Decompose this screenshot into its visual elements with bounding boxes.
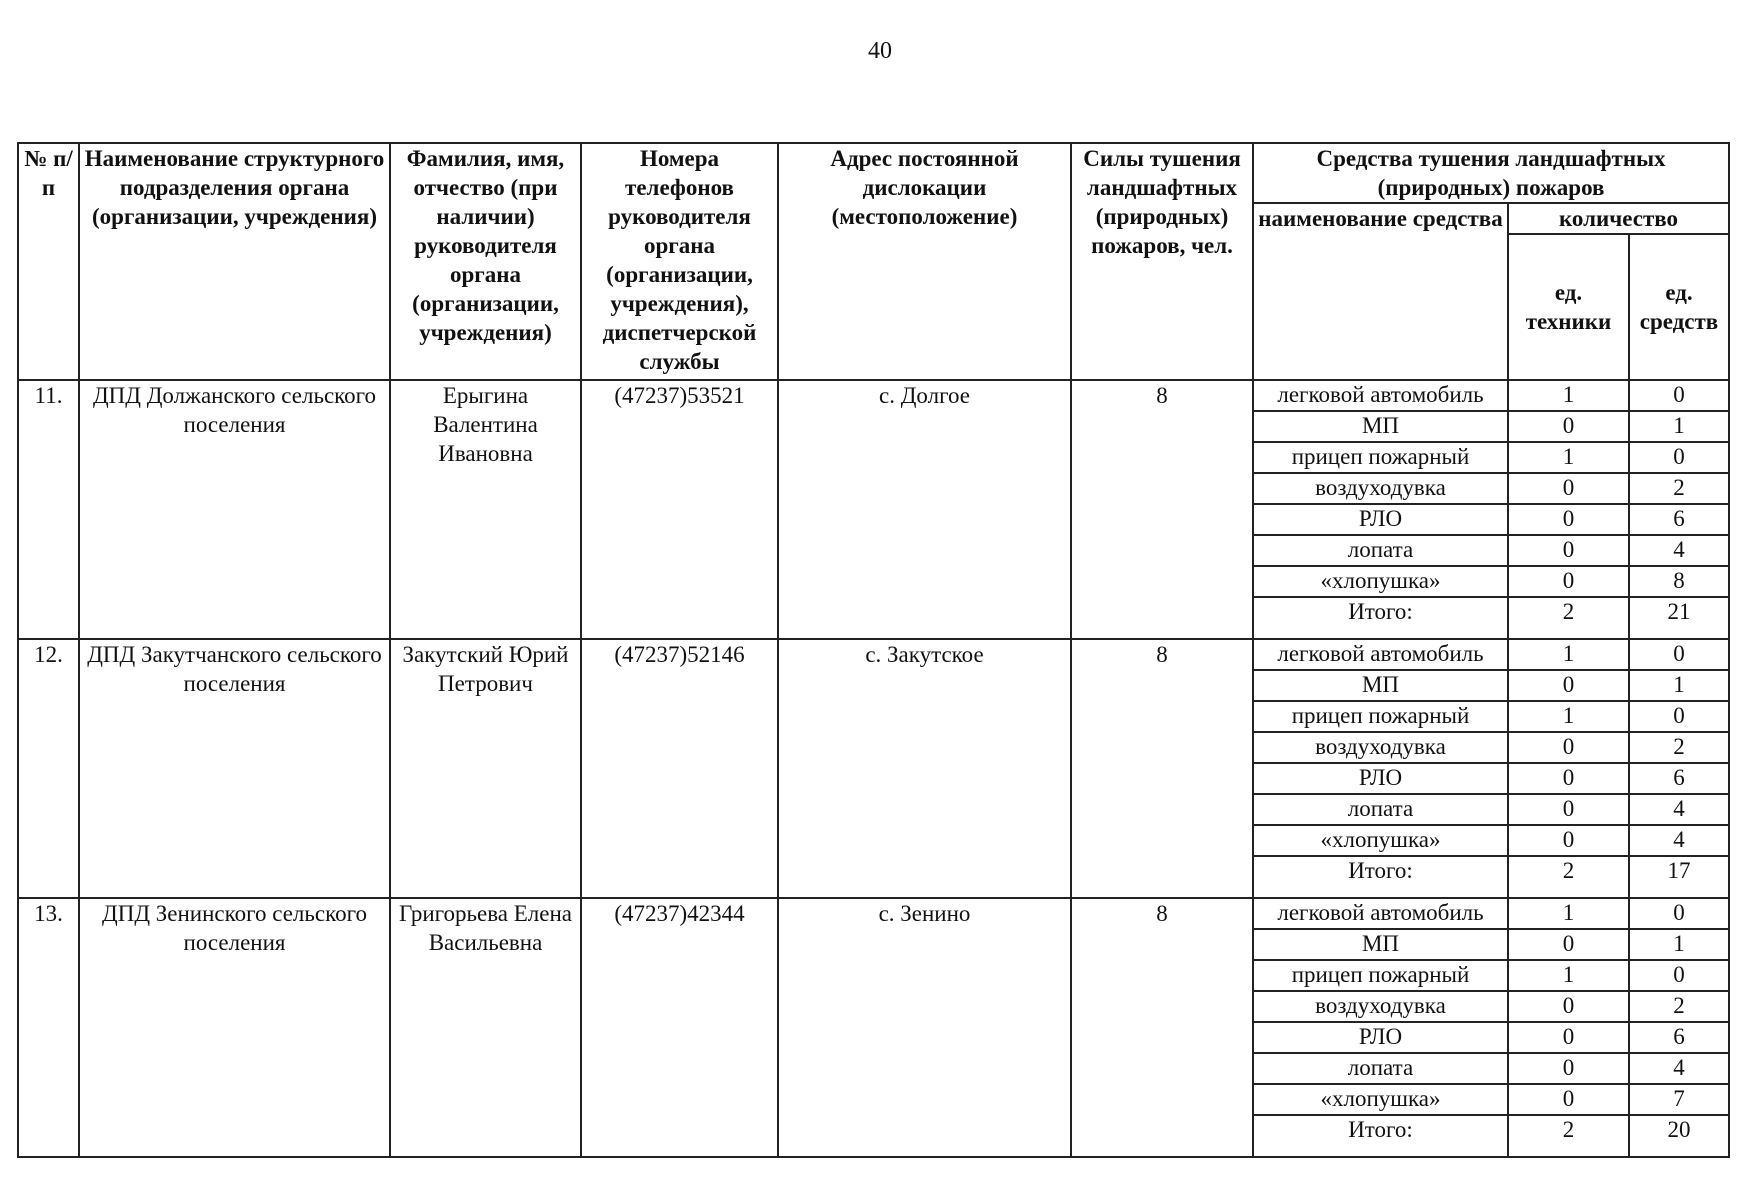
tech-count: 0: [1508, 535, 1629, 566]
means-name: «хлопушка»: [1253, 825, 1508, 856]
phone-number: (47237)53521: [581, 380, 778, 639]
means-count: 1: [1629, 670, 1729, 701]
tech-count: 1: [1508, 898, 1629, 929]
means-count: 4: [1629, 1053, 1729, 1084]
means-count: 0: [1629, 639, 1729, 670]
means-name: РЛО: [1253, 504, 1508, 535]
means-count: 8: [1629, 566, 1729, 597]
means-name: воздуходувка: [1253, 473, 1508, 504]
means-count: 4: [1629, 825, 1729, 856]
page-number: 40: [868, 38, 892, 64]
phone-number: (47237)52146: [581, 639, 778, 898]
header-quantity: количество: [1508, 203, 1729, 234]
total-label: Итого:: [1253, 856, 1508, 898]
means-name: легковой автомобиль: [1253, 898, 1508, 929]
head-name: Григорьева Елена Васильевна: [390, 898, 581, 1157]
tech-count: 1: [1508, 639, 1629, 670]
means-count: 4: [1629, 794, 1729, 825]
tech-count: 0: [1508, 566, 1629, 597]
table-row: [18, 898, 1729, 929]
tech-count: 0: [1508, 991, 1629, 1022]
means-count: 2: [1629, 991, 1729, 1022]
means-count: 0: [1629, 380, 1729, 411]
means-count: 6: [1629, 504, 1729, 535]
means-name: легковой автомобиль: [1253, 380, 1508, 411]
means-name: лопата: [1253, 794, 1508, 825]
tech-count: 1: [1508, 442, 1629, 473]
header-phones: Номера телефонов руководителя органа (организации, учреждения), диспетчерской службы: [581, 143, 778, 380]
means-name: МП: [1253, 670, 1508, 701]
unit-name: ДПД Зенинского сельского поселения: [79, 898, 390, 1157]
unit-name: ДПД Закутчанского сельского поселения: [79, 639, 390, 898]
means-name: МП: [1253, 929, 1508, 960]
phone-number: (47237)42344: [581, 898, 778, 1157]
means-count: 1: [1629, 929, 1729, 960]
means-name: легковой автомобиль: [1253, 639, 1508, 670]
tech-count: 0: [1508, 411, 1629, 442]
means-count: 6: [1629, 1022, 1729, 1053]
tech-count: 0: [1508, 763, 1629, 794]
tech-count: 0: [1508, 1053, 1629, 1084]
tech-count: 0: [1508, 473, 1629, 504]
total-tech: 2: [1508, 597, 1629, 639]
total-label: Итого:: [1253, 1115, 1508, 1157]
total-means: 20: [1629, 1115, 1729, 1157]
means-name: воздуходувка: [1253, 991, 1508, 1022]
tech-count: 0: [1508, 929, 1629, 960]
head-name: Ерыгина Валентина Ивановна: [390, 380, 581, 639]
means-count: 2: [1629, 732, 1729, 763]
header-tech-units: ед. техники: [1508, 234, 1629, 380]
forces-count: 8: [1071, 898, 1253, 1157]
head-name: Закутский Юрий Петрович: [390, 639, 581, 898]
tech-count: 0: [1508, 825, 1629, 856]
row-number: 12.: [18, 639, 79, 898]
means-count: 0: [1629, 442, 1729, 473]
forces-count: 8: [1071, 380, 1253, 639]
tech-count: 0: [1508, 504, 1629, 535]
header-means-name: наименование средства: [1253, 203, 1508, 380]
fire-means-table: [17, 142, 1730, 1158]
header-means-units: ед. средств: [1629, 234, 1729, 380]
total-tech: 2: [1508, 856, 1629, 898]
forces-count: 8: [1071, 639, 1253, 898]
means-name: прицеп пожарный: [1253, 701, 1508, 732]
header-unit-name: Наименование структурного подразделения органа (организации, учреждения): [79, 143, 390, 380]
means-count: 1: [1629, 411, 1729, 442]
means-count: 4: [1629, 535, 1729, 566]
means-name: РЛО: [1253, 763, 1508, 794]
tech-count: 0: [1508, 1084, 1629, 1115]
means-name: прицеп пожарный: [1253, 960, 1508, 991]
means-count: 0: [1629, 898, 1729, 929]
table-body: [18, 380, 1729, 1157]
unit-name: ДПД Должанского сельского поселения: [79, 380, 390, 639]
tech-count: 1: [1508, 960, 1629, 991]
total-means: 21: [1629, 597, 1729, 639]
header-num: № п/п: [18, 143, 79, 380]
table-row: [18, 380, 1729, 411]
address: с. Зенино: [778, 898, 1071, 1157]
tech-count: 0: [1508, 732, 1629, 763]
means-name: лопата: [1253, 1053, 1508, 1084]
address: с. Долгое: [778, 380, 1071, 639]
header-address: Адрес постоянной дислокации (местоположение): [778, 143, 1071, 380]
means-name: воздуходувка: [1253, 732, 1508, 763]
row-number: 13.: [18, 898, 79, 1157]
total-means: 17: [1629, 856, 1729, 898]
means-count: 0: [1629, 701, 1729, 732]
header-head-name: Фамилия, имя, отчество (при наличии) руководителя органа (организации, учреждения): [390, 143, 581, 380]
means-name: «хлопушка»: [1253, 566, 1508, 597]
table-row: [18, 639, 1729, 670]
row-number: 11.: [18, 380, 79, 639]
total-label: Итого:: [1253, 597, 1508, 639]
table-header: [18, 143, 1729, 380]
means-name: лопата: [1253, 535, 1508, 566]
tech-count: 0: [1508, 794, 1629, 825]
tech-count: 0: [1508, 1022, 1629, 1053]
total-tech: 2: [1508, 1115, 1629, 1157]
header-means: Средства тушения ландшафтных (природных) пожаров: [1253, 143, 1729, 203]
address: с. Закутское: [778, 639, 1071, 898]
means-name: РЛО: [1253, 1022, 1508, 1053]
means-count: 0: [1629, 960, 1729, 991]
tech-count: 0: [1508, 670, 1629, 701]
means-count: 6: [1629, 763, 1729, 794]
header-forces: Силы тушения ландшафтных (природных) пожаров, чел.: [1071, 143, 1253, 380]
means-name: «хлопушка»: [1253, 1084, 1508, 1115]
tech-count: 1: [1508, 380, 1629, 411]
means-name: МП: [1253, 411, 1508, 442]
means-name: прицеп пожарный: [1253, 442, 1508, 473]
tech-count: 1: [1508, 701, 1629, 732]
means-count: 2: [1629, 473, 1729, 504]
means-count: 7: [1629, 1084, 1729, 1115]
